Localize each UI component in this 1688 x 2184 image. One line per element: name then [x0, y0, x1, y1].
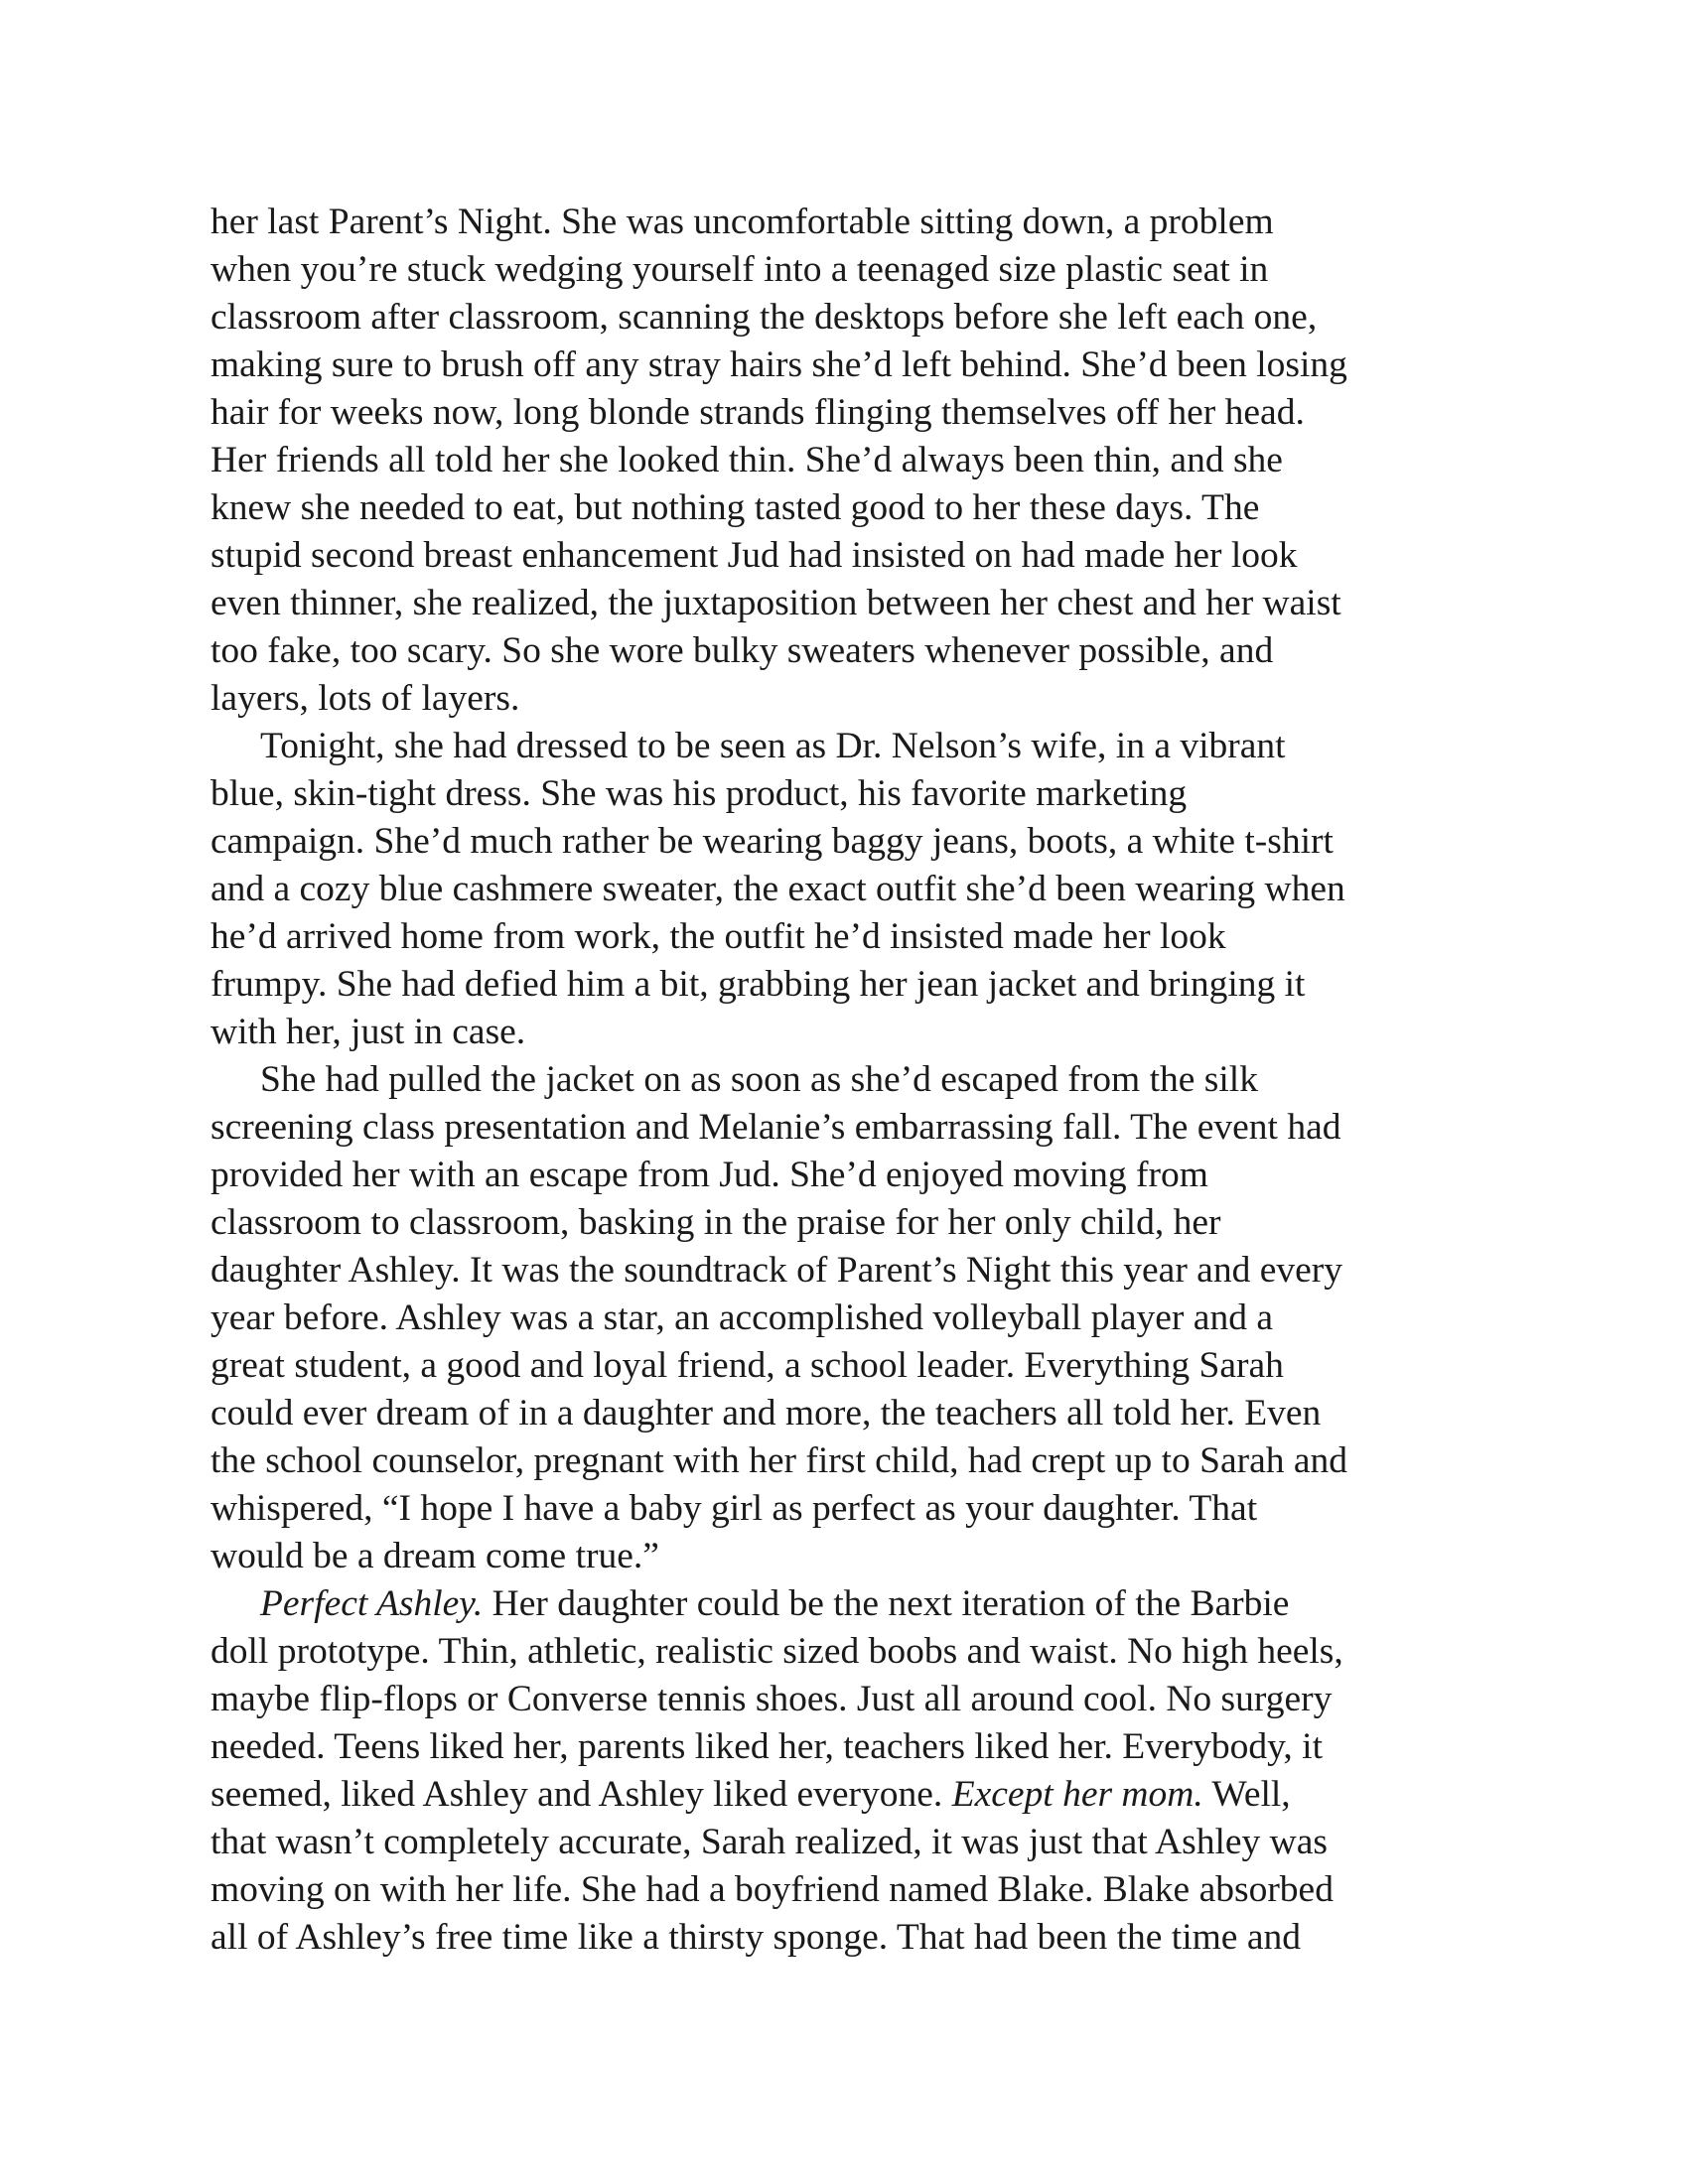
text-line: and a cozy blue cashmere sweater, the exact outfit she’d been wearing when: [211, 869, 1345, 909]
text-line: provided her with an escape from Jud. She’d enjoyed moving from: [211, 1155, 1208, 1195]
text-line: blue, skin-tight dress. She was his product, his favorite marketing: [211, 773, 1188, 814]
paragraph-3: [211, 1056, 1501, 1580]
text-line: classroom after classroom, scanning the desktops before she left each one,: [211, 297, 1318, 338]
text-line: too fake, too scary. So she wore bulky sweaters whenever possible, and: [211, 630, 1274, 671]
paragraph-2: [211, 723, 1501, 1056]
text-span: seemed, liked Ashley and Ashley liked everyone.: [211, 1774, 952, 1815]
paragraph-4: [211, 1580, 1501, 1962]
text-line: hair for weeks now, long blonde strands flinging themselves off her head.: [211, 392, 1305, 433]
text-line: could ever dream of in a daughter and more, the teachers all told her. Even: [211, 1393, 1322, 1433]
text-line: whispered, “I hope I have a baby girl as perfect as your daughter. That: [211, 1488, 1258, 1529]
text-line: he’d arrived home from work, the outfit he’d insisted made her look: [211, 916, 1226, 957]
text-line: even thinner, she realized, the juxtaposition between her chest and her waist: [211, 583, 1341, 623]
text-line: maybe flip-flops or Converse tennis shoes. Just all around cool. No surgery: [211, 1679, 1333, 1719]
text-line: Her friends all told her she looked thin. She’d always been thin, and she: [211, 440, 1283, 480]
text-span: Well,: [1202, 1774, 1291, 1815]
paragraph-1: [211, 199, 1501, 723]
text-line: campaign. She’d much rather be wearing baggy jeans, boots, a white t-shirt: [211, 821, 1334, 862]
text-line: needed. Teens liked her, parents liked her, teachers liked her. Everybody, it: [211, 1726, 1324, 1767]
text-line: She had pulled the jacket on as soon as she’d escaped from the silk: [260, 1059, 1258, 1100]
text-line: classroom to classroom, basking in the praise for her only child, her: [211, 1202, 1221, 1243]
text-line: would be a dream come true.”: [211, 1536, 659, 1576]
text-line: making sure to brush off any stray hairs she’d left behind. She’d been losing: [211, 344, 1347, 385]
italic-phrase: Except her mom.: [951, 1774, 1203, 1815]
text-line: moving on with her life. She had a boyfriend named Blake. Blake absorbed: [211, 1869, 1334, 1910]
text-line: great student, a good and loyal friend, a school leader. Everything Sarah: [211, 1345, 1284, 1386]
text-line: daughter Ashley. It was the soundtrack of Parent’s Night this year and every: [211, 1250, 1342, 1291]
text-line: year before. Ashley was a star, an accomplished volleyball player and a: [211, 1297, 1273, 1338]
text-line: [211, 1771, 1501, 1819]
text-line: frumpy. She had defied him a bit, grabbing her jean jacket and bringing it: [211, 964, 1306, 1005]
text-line: that wasn’t completely accurate, Sarah realized, it was just that Ashley was: [211, 1822, 1328, 1862]
text-line: Tonight, she had dressed to be seen as Dr. Nelson’s wife, in a vibrant: [260, 726, 1286, 766]
text-span: Her daughter could be the next iteration of the Barbie: [483, 1583, 1290, 1624]
body-text: [211, 199, 1501, 1962]
text-line: screening class presentation and Melanie’s embarrassing fall. The event had: [211, 1107, 1341, 1148]
text-line: all of Ashley’s free time like a thirsty sponge. That had been the time and: [211, 1917, 1301, 1958]
text-line: knew she needed to eat, but nothing tasted good to her these days. The: [211, 487, 1260, 528]
text-line: with her, just in case.: [211, 1012, 526, 1052]
text-line: stupid second breast enhancement Jud had insisted on had made her look: [211, 535, 1298, 576]
text-line: when you’re stuck wedging yourself into a teenaged size plastic seat in: [211, 249, 1269, 290]
text-line: layers, lots of layers.: [211, 678, 520, 719]
text-line: doll prototype. Thin, athletic, realistic sized boobs and waist. No high heels,: [211, 1631, 1343, 1672]
italic-phrase: Perfect Ashley.: [260, 1583, 484, 1624]
text-line: the school counselor, pregnant with her first child, had crept up to Sarah and: [211, 1440, 1348, 1481]
text-line: her last Parent’s Night. She was uncomfortable sitting down, a problem: [211, 202, 1274, 242]
text-line: [211, 1580, 1501, 1628]
